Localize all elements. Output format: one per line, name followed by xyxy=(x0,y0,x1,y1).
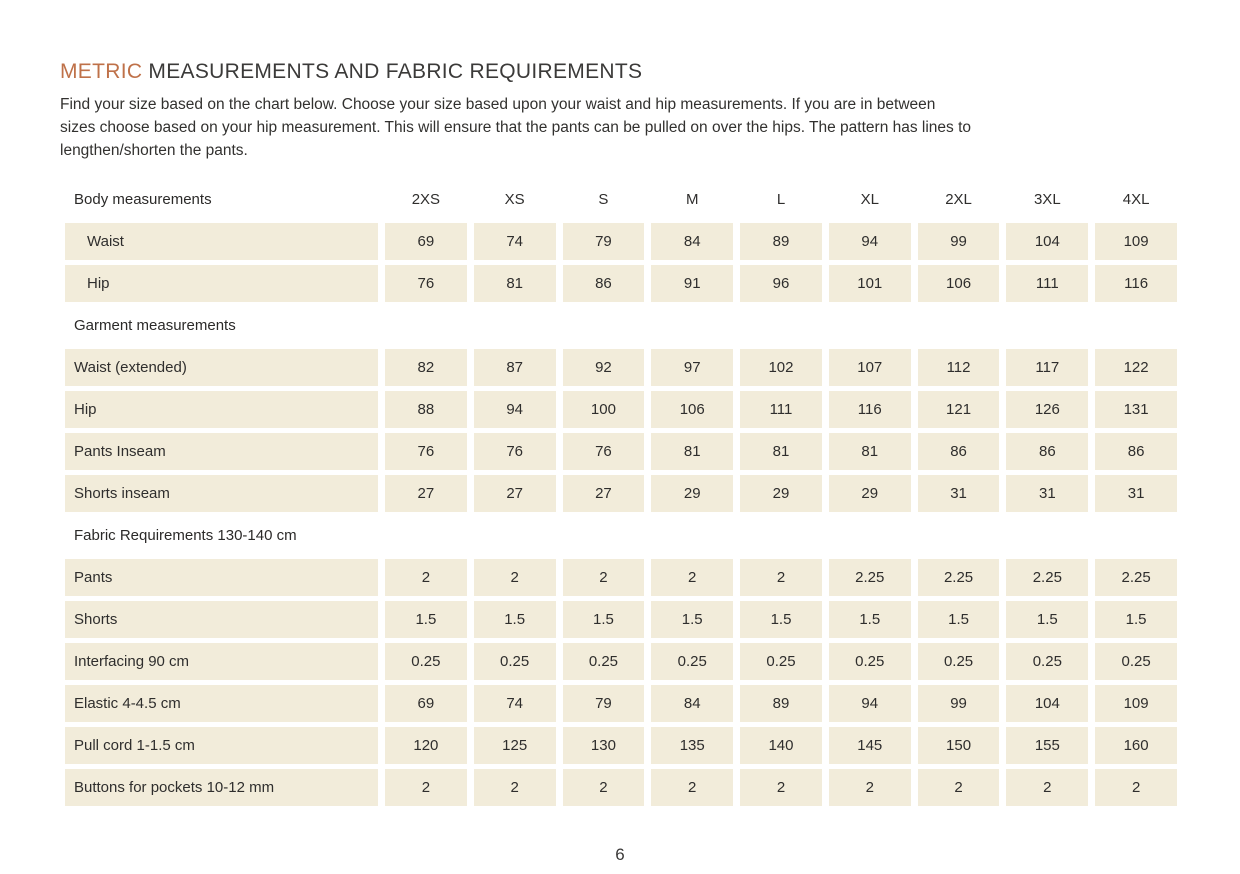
value-cell: 2.25 xyxy=(918,559,1000,596)
value-cell: 99 xyxy=(918,223,1000,260)
value-cell: 94 xyxy=(829,223,911,260)
value-cell: 1.5 xyxy=(1006,601,1088,638)
value-cell: 76 xyxy=(385,265,467,302)
value-cell: 74 xyxy=(474,223,556,260)
page-title xyxy=(60,60,1240,84)
value-cell: 2 xyxy=(918,769,1000,806)
value-cell: 2 xyxy=(740,559,822,596)
value-cell: 0.25 xyxy=(918,643,1000,680)
value-cell: 99 xyxy=(918,685,1000,722)
value-cell: 145 xyxy=(829,727,911,764)
value-cell: 100 xyxy=(563,391,645,428)
table-row xyxy=(65,349,1177,386)
value-cell: 2 xyxy=(651,769,733,806)
value-cell: 88 xyxy=(385,391,467,428)
value-cell: 31 xyxy=(1095,475,1177,512)
size-column-header: 4XL xyxy=(1122,191,1150,208)
value-cell: 84 xyxy=(651,685,733,722)
value-cell: 131 xyxy=(1095,391,1177,428)
table-row xyxy=(65,769,1177,806)
table-row xyxy=(65,559,1177,596)
value-cell: 76 xyxy=(474,433,556,470)
value-cell: 81 xyxy=(829,433,911,470)
row-label: Waist (extended) xyxy=(65,349,378,386)
value-cell: 29 xyxy=(829,475,911,512)
value-cell: 109 xyxy=(1095,685,1177,722)
value-cell: 79 xyxy=(563,685,645,722)
value-cell: 2 xyxy=(563,769,645,806)
value-cell: 0.25 xyxy=(740,643,822,680)
table-header-row xyxy=(65,181,1177,218)
row-label: Hip xyxy=(65,265,378,302)
value-cell: 2 xyxy=(829,769,911,806)
intro-line-2: sizes choose based on your hip measurement. This will ensure that the pants can be pulled on over the hips. The pattern has lines to xyxy=(60,119,972,136)
value-cell: 74 xyxy=(474,685,556,722)
title-main: MEASUREMENTS AND FABRIC REQUIREMENTS xyxy=(142,60,643,83)
page-number: 6 xyxy=(615,845,625,864)
value-cell: 27 xyxy=(385,475,467,512)
row-label: Interfacing 90 cm xyxy=(65,643,378,680)
value-cell: 0.25 xyxy=(1095,643,1177,680)
value-cell: 2.25 xyxy=(1095,559,1177,596)
size-column-header: M xyxy=(685,191,699,208)
value-cell: 101 xyxy=(829,265,911,302)
value-cell: 122 xyxy=(1095,349,1177,386)
value-cell: 76 xyxy=(563,433,645,470)
size-column-header: 2XL xyxy=(945,191,972,208)
value-cell: 2 xyxy=(1006,769,1088,806)
value-cell: 86 xyxy=(1095,433,1177,470)
value-cell: 87 xyxy=(474,349,556,386)
row-label: Waist xyxy=(65,223,378,260)
size-table xyxy=(65,181,1177,806)
row-label: Pull cord 1-1.5 cm xyxy=(65,727,378,764)
value-cell: 2 xyxy=(740,769,822,806)
size-column-header: 3XL xyxy=(1033,191,1061,208)
value-cell: 155 xyxy=(1006,727,1088,764)
value-cell: 116 xyxy=(829,391,911,428)
value-cell: 125 xyxy=(474,727,556,764)
value-cell: 111 xyxy=(1006,265,1088,302)
row-label: Pants Inseam xyxy=(65,433,378,470)
table-row xyxy=(65,475,1177,512)
size-column-header: XL xyxy=(860,191,879,208)
value-cell: 31 xyxy=(1006,475,1088,512)
value-cell: 79 xyxy=(563,223,645,260)
intro-paragraph xyxy=(60,93,1240,162)
value-cell: 89 xyxy=(740,685,822,722)
value-cell: 2 xyxy=(474,769,556,806)
value-cell: 2 xyxy=(563,559,645,596)
value-cell: 2.25 xyxy=(829,559,911,596)
value-cell: 102 xyxy=(740,349,822,386)
value-cell: 111 xyxy=(740,391,822,428)
table-row xyxy=(65,727,1177,764)
value-cell: 107 xyxy=(829,349,911,386)
value-cell: 116 xyxy=(1095,265,1177,302)
value-cell: 94 xyxy=(829,685,911,722)
value-cell: 89 xyxy=(740,223,822,260)
value-cell: 1.5 xyxy=(385,601,467,638)
value-cell: 86 xyxy=(918,433,1000,470)
value-cell: 91 xyxy=(651,265,733,302)
value-cell: 0.25 xyxy=(385,643,467,680)
value-cell: 140 xyxy=(740,727,822,764)
intro-line-1: Find your size based on the chart below. Choose your size based upon your waist and hip measurements. If you are in between xyxy=(60,96,936,113)
value-cell: 104 xyxy=(1006,223,1088,260)
value-cell: 104 xyxy=(1006,685,1088,722)
value-cell: 82 xyxy=(385,349,467,386)
value-cell: 1.5 xyxy=(918,601,1000,638)
value-cell: 2 xyxy=(1095,769,1177,806)
value-cell: 31 xyxy=(918,475,1000,512)
value-cell: 84 xyxy=(651,223,733,260)
value-cell: 130 xyxy=(563,727,645,764)
value-cell: 27 xyxy=(563,475,645,512)
value-cell: 96 xyxy=(740,265,822,302)
value-cell: 106 xyxy=(918,265,1000,302)
table-row xyxy=(65,223,1177,260)
section-title: Garment measurements xyxy=(74,317,236,334)
table-row xyxy=(65,601,1177,638)
value-cell: 69 xyxy=(385,223,467,260)
value-cell: 106 xyxy=(651,391,733,428)
value-cell: 0.25 xyxy=(563,643,645,680)
value-cell: 126 xyxy=(1006,391,1088,428)
value-cell: 1.5 xyxy=(651,601,733,638)
value-cell: 1.5 xyxy=(740,601,822,638)
value-cell: 81 xyxy=(651,433,733,470)
value-cell: 1.5 xyxy=(829,601,911,638)
row-label: Buttons for pockets 10-12 mm xyxy=(65,769,378,806)
value-cell: 1.5 xyxy=(1095,601,1177,638)
size-column-header: XS xyxy=(504,191,525,208)
row-label: Shorts xyxy=(65,601,378,638)
value-cell: 81 xyxy=(474,265,556,302)
value-cell: 0.25 xyxy=(651,643,733,680)
value-cell: 0.25 xyxy=(1006,643,1088,680)
size-column-header: S xyxy=(598,191,609,208)
value-cell: 112 xyxy=(918,349,1000,386)
value-cell: 86 xyxy=(563,265,645,302)
value-cell: 120 xyxy=(385,727,467,764)
intro-line-3: lengthen/shorten the pants. xyxy=(60,142,248,159)
value-cell: 1.5 xyxy=(563,601,645,638)
value-cell: 81 xyxy=(740,433,822,470)
table-row xyxy=(65,685,1177,722)
value-cell: 0.25 xyxy=(474,643,556,680)
value-cell: 94 xyxy=(474,391,556,428)
row-label: Shorts inseam xyxy=(65,475,378,512)
value-cell: 29 xyxy=(740,475,822,512)
table-row xyxy=(65,433,1177,470)
value-cell: 2 xyxy=(651,559,733,596)
value-cell: 121 xyxy=(918,391,1000,428)
value-cell: 117 xyxy=(1006,349,1088,386)
title-accent: METRIC xyxy=(60,60,143,83)
table-row xyxy=(65,391,1177,428)
row-label: Elastic 4-4.5 cm xyxy=(65,685,378,722)
value-cell: 86 xyxy=(1006,433,1088,470)
value-cell: 135 xyxy=(651,727,733,764)
section-title: Fabric Requirements 130-140 cm xyxy=(74,527,297,544)
value-cell: 2 xyxy=(385,559,467,596)
value-cell: 76 xyxy=(385,433,467,470)
value-cell: 27 xyxy=(474,475,556,512)
size-column-header: 2XS xyxy=(411,191,441,208)
value-cell: 97 xyxy=(651,349,733,386)
value-cell: 0.25 xyxy=(829,643,911,680)
value-cell: 1.5 xyxy=(474,601,556,638)
table-row xyxy=(65,643,1177,680)
value-cell: 2 xyxy=(385,769,467,806)
value-cell: 2.25 xyxy=(1006,559,1088,596)
row-label: Pants xyxy=(65,559,378,596)
value-cell: 2 xyxy=(474,559,556,596)
table-row xyxy=(65,265,1177,302)
row-label: Hip xyxy=(65,391,378,428)
value-cell: 150 xyxy=(918,727,1000,764)
value-cell: 69 xyxy=(385,685,467,722)
value-cell: 29 xyxy=(651,475,733,512)
value-cell: 160 xyxy=(1095,727,1177,764)
section-title: Body measurements xyxy=(74,191,212,208)
value-cell: 92 xyxy=(563,349,645,386)
size-column-header: L xyxy=(776,191,786,208)
value-cell: 109 xyxy=(1095,223,1177,260)
